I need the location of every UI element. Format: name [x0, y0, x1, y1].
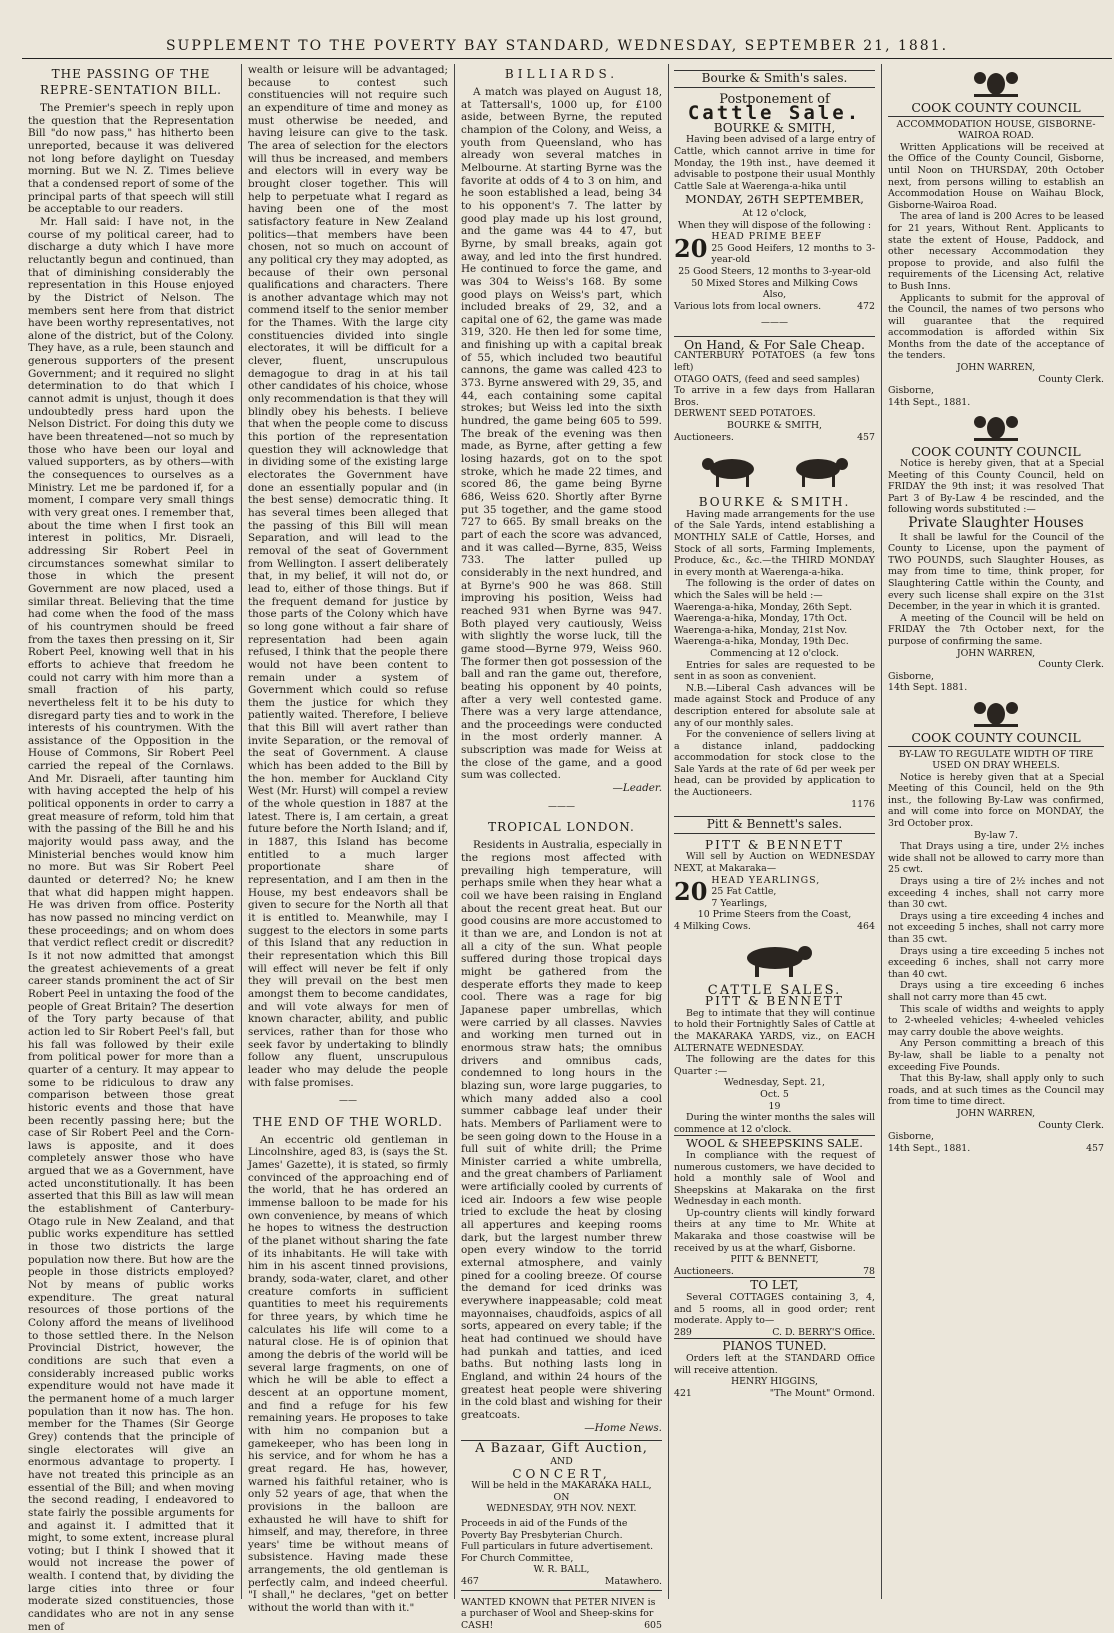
article-heading: TROPICAL LONDON.: [488, 820, 635, 835]
advertisement-bourke-smith-monthly: [674, 497, 875, 810]
advertisement-wool-sale: [674, 1135, 875, 1277]
notice-accommodation-house: [888, 102, 1104, 408]
article-paragraph: The Premier's speech in reply upon the question that the Representation Bill "do now pass," has hitherto been unreported, because it was delivered not long before daylight on Tuesday morning. But we N. Z. Times believe that a condensed report of some of the principal parts of that speech will still be acceptable to our readers.: [28, 102, 234, 216]
column-rule: [241, 64, 242, 1599]
coat-of-arms-icon: [966, 694, 1026, 728]
ad-line: ON: [553, 1491, 570, 1503]
ad-firm: BOURKE & SMITH,: [727, 420, 822, 432]
coat-of-arms-icon: [966, 408, 1026, 442]
ad-header: Pitt & Bennett's sales.: [674, 816, 875, 834]
cattle-illustration-icon: [690, 449, 860, 491]
ad-body: Orders left at the STANDARD Office will receive attention.: [674, 1353, 875, 1376]
sale-date: Waerenga-a-hika, Monday, 26th Sept.: [674, 601, 853, 613]
advertisement-pitt-bennett: [674, 816, 875, 932]
ad-place: Matawhero.: [604, 1575, 662, 1587]
ad-big-number: 20: [674, 233, 708, 263]
ad-line: Various lots from local owners.: [674, 300, 822, 312]
bylaw-item: Drays using a tire exceeding 6 inches shall not carry more than 45 cwt.: [888, 980, 1104, 1003]
ad-body: Entries for sales are requested to be sent in as soon as convenient.: [674, 659, 875, 683]
advertisement-cattle-sales: [674, 982, 875, 1136]
ad-place: "The Mount" Ormond.: [769, 1387, 875, 1399]
article-paragraph: An eccentric old gentleman in Lincolnshire, aged 83, is (says the St. James' Gazette), it is stated, so firmly convinced of the approaching end of the world, that he has ordered an immense balloon to be made for his own convenience, by means of which he hopes to witness the destruction of the planet without sharing the fate of its inhabitants. He will take with him in his ascent tinned provisions, brandy, soda-water, claret, and other creature comforts in sufficient quantities to meet his requirements for three years, by which time he calculates his life will come to a natural close. He is of opinion that among the debris of the world will be several large fragments, on one of which he will be able to effect a descent at an opportune moment, and find a refuge for his few remaining years. He proposes to take with him no companion but a gamekeeper, who has been long in his service, and for whom he has a great regard. He has, however, warned his faithful retainer, who is only 52 years of age, that when the provisions in the balloon are exhausted he will have to shift for himself, and may, therefore, in three years' time be without means of subsistence. Having made these arrangements, the old gentleman is perfectly calm, and indeed cheerful. "I shall," he declares, "get on better without the world than with it.": [248, 1133, 448, 1615]
ad-body: WANTED KNOWN that PETER NIVEN is a purchaser of Wool and Sheep-skins for CASH!: [461, 1596, 656, 1631]
notice-role: County Clerk.: [1038, 659, 1104, 671]
column-5: [888, 64, 1104, 1599]
article-heading: THE PASSING OF THE REPRE-SENTATION BILL.: [40, 67, 222, 97]
ad-signature: HENRY HIGGINS,: [731, 1376, 818, 1388]
ad-line: Will be held in the MAKARAKA HALL,: [471, 1480, 652, 1492]
advertisement-pianos: [674, 1338, 875, 1399]
notice-title: COOK COUNTY COUNCIL: [911, 100, 1081, 115]
notice-slaughter-houses: [888, 446, 1104, 693]
advertisement-bourke-smith-postponement: [674, 70, 875, 312]
ad-line: HEAD YEARLINGS,: [711, 874, 821, 886]
bylaw-item: Drays using a tire exceeding 5 inches not exceeding 6 inches, shall not carry more than 40 cwt.: [888, 945, 1104, 980]
ad-line: To arrive in a few days from Hallaran Bros.: [674, 385, 875, 408]
notice-place: Gisborne,: [888, 385, 934, 397]
ad-footer: [674, 1327, 875, 1339]
ad-footer: [674, 301, 875, 313]
ad-number: 457: [1086, 1142, 1104, 1154]
bull-illustration-icon: [725, 939, 825, 979]
notice-role: County Clerk.: [1038, 1119, 1104, 1131]
sale-date: Waerenga-a-hika, Monday, 17th Oct.: [674, 613, 848, 625]
separator: ——: [339, 1096, 357, 1107]
ad-line: 25 Fat Cattle,: [711, 886, 777, 898]
column-rule: [454, 64, 455, 1599]
ad-line: Auctioneers.: [674, 431, 734, 443]
notice-body: Applicants to submit for the approval of the Council, the names of two persons who will guarantee that the required accommodation is afforded within Six Months from the date of the acceptance of the tenders.: [888, 292, 1104, 362]
ad-header: Bourke & Smith's sales.: [674, 70, 875, 88]
column-rule: [881, 64, 882, 1599]
header-rule: [22, 58, 1112, 59]
ad-body: N.B.—Liberal Cash advances will be made against Stock and Produce of any description entered for absolute sale at any of our monthly sales.: [674, 682, 875, 729]
ad-line: 10 Prime Steers from the Coast,: [697, 909, 852, 921]
ad-lot: [674, 231, 875, 266]
ad-big-number: 20: [674, 877, 708, 907]
notice-signature: JOHN WARREN,: [956, 647, 1036, 659]
ad-body: Having been advised of a large entry of Cattle, which cannot arrive in time for Monday, the 19th inst., have deemed it advisable to postpone their usual Monthly Cattle Sale at Waerenga-a-hika until: [674, 134, 875, 192]
article-heading: THE END OF THE WORLD.: [253, 1114, 443, 1129]
sale-date: Oct. 5: [760, 1088, 789, 1100]
ad-number: 289: [674, 1326, 692, 1338]
ad-line: 7 Yearlings,: [711, 897, 768, 909]
ad-body: For the convenience of sellers living at a distance inland, paddocking accommodation for stock close to the Sale Yards at the rate of 6d per week per head, can be provided by application to the Auctioneers.: [674, 729, 875, 799]
separator: ———: [761, 318, 788, 329]
ad-firm: PITT & BENNETT,: [730, 1254, 819, 1266]
column-4: [674, 64, 875, 1599]
ad-firm: PITT & BENNETT: [705, 994, 844, 1009]
article-paragraph: Residents in Australia, especially in the regions most affected with prevailing high temperature, will perhaps smile when they hear what a coil we have been raising in England about the recent great heat. But our good cousins are more accustomed to it than we are, and London is not at all a city of the sun. What people suffered during those tropical days might be gathered from the desperate efforts they made to keep cool. There was a rage for big Japanese paper umbrellas, which were carried by all classes. Navvies and working men turned out in enormous straw hats; the omnibus drivers and omnibus cads, condemned to long hours in the blazing sun, wore large puggaries, to which many added also a cool summer cabbage leaf under their hats. Members of Parliament were to be seen going down to the House in a full suit of white drill; the Prime Minister carried a white umbrella, and the great chambers of Parliament were artificially cooled by currents of iced air. Indoors a few wise people tried to exclude the heat by closing all appertures and keeping rooms dark, but the largest number threw open every window to the torrid external atmosphere, and vainly pined for a cooling breeze. Of course the demand for iced drinks was everywhere inappeasable; cold meat mayonnaises, chaudfoids, aspics of all sorts, appeared on every table; if the heat had continued we should have had punkah and tatties, and iced baths. But nothing lasts long in England, and within 24 hours of the greatest heat people were shivering in the cold blast and wishing for their greatcoats.: [461, 839, 662, 1421]
advertisement-to-let: [674, 1277, 875, 1338]
sale-date: 19: [768, 1100, 781, 1112]
column-2: [248, 64, 448, 1615]
ad-title: Postponement of: [719, 91, 830, 107]
bylaw-item: Drays using a tire exceeding 4 inches and not exceeding 5 inches, shall not carry more than 35 cwt.: [888, 910, 1104, 945]
ad-number: 457: [857, 431, 875, 443]
ad-line: At 12 o'clock,: [742, 207, 807, 219]
notice-footer: [888, 1143, 1104, 1155]
sale-date: Wednesday, Sept. 21,: [723, 1077, 826, 1089]
bylaw-item: Drays using a tire of 2½ inches and not exceeding 4 inches, shall not carry more than 30 cwt.: [888, 876, 1104, 911]
notice-date: 14th Sept., 1881.: [888, 1142, 971, 1154]
ad-number: 464: [857, 921, 875, 932]
ad-header: On Hand, & For Sale Cheap.: [674, 336, 875, 351]
ad-number: 467: [461, 1575, 479, 1587]
ad-title: CONCERT,: [512, 1466, 611, 1481]
article-paragraph: A match was played on August 18, at Tattersall's, 1000 up, for £100 aside, between Byrne, the reputed champion of the Colony, and Weiss, a youth from Queensland, who has already won several matches in Melbourne. At starting Byrne was the favorite at odds of 4 to 3 on him, and he soon established a lead, being 34 to his opponent's 7. The latter by good play made up his lost ground, and the game was 44 to 47, but Byrne, by small breaks, again got away, and led into the first hundred. He continued to force the game, and was 304 to Weiss's 168. By some good plays on Weiss's part, which included breaks of 29, 32, and a capital one of 62, the game was made 319, 320. He then led for some time, and finishing up with a capital break of 55, which included two beautiful cannons, the game was called 423 to 373. Byrne answered with 29, 35, and 44, each containing some capital strokes; but Weiss led into the sixth hundred, the game being 605 to 599. The break of the evening was then made, as Byrne, after getting a few losing hazards, got on to the spot stroke, which he made 22 times, and scored 86, the game being Byrne 686, Weiss 620. Shortly after Byrne put 35 together, and the game stood 727 to 665. By small breaks on the part of each the score was advanced, and it was called—Byrne, 835, Weiss 733. The latter pulled up considerably in the next hundred, and at Byrne's 900 he was 868. Still improving his position, Weiss had reached 931 when Byrne was 947. Both played very cautiously, Weiss with slightly the worse luck, till the game stood—Byrne 979, Weiss 960. The former then got possession of the ball and ran the game out, therefore, beating his opponent by 40 points, after a very well contested game. There was a very large attendance, and the proceedings were conducted in the most orderly manner. A subscription was made for Weiss at the close of the game, and a good sum was collected.: [461, 86, 662, 782]
ad-title: PIANOS TUNED.: [674, 1338, 875, 1353]
ad-body: Having made arrangements for the use of the Sale Yards, intend establishing a MONTHLY SALE of Cattle, Horses, and Stock of all sorts, Farming Implements, Produce, &c., &c.—the THIRD MONDAY in every month at Waerenga-a-hika.: [674, 508, 875, 578]
separator: ———: [548, 801, 575, 812]
ad-footer: [674, 1266, 875, 1278]
ad-body: Proceeds in aid of the Funds of the Poverty Bay Presbyterian Church.: [461, 1517, 628, 1541]
ad-footer: [674, 1388, 875, 1400]
ad-line: Commencing at 12 o'clock.: [710, 647, 839, 659]
advertisement-wanted: [461, 1597, 662, 1632]
column-3: [461, 64, 662, 1631]
notice-body: This scale of widths and weights to apply to 2-wheeled vehicles; 4-wheeled vehicles may carry double the above weights.: [888, 1003, 1104, 1038]
ad-line: When they will dispose of the following :: [677, 219, 872, 231]
ad-body: The following are the dates for this Quarter :—: [674, 1054, 875, 1077]
ad-firm: BOURKE & SMITH,: [713, 120, 836, 135]
ad-number: 1176: [851, 798, 875, 810]
article-paragraph: Mr. Hall said: I have not, in the course of my political career, had to discharge a duty which I have more reluctantly begun and continued, than that of diminishing considerably the representation in this House enjoyed by the District of Nelson. The members sent here from that district have been worthy representatives, not alone of the district, but of the Colony. They have, as a rule, been staunch and generous supporters of the present Government; and it required no slight determination to do that which I cannot admit is unjust, though it does undoubtedly press hard upon the Nelson District. For doing this duty we have been threatened—not so much by those who have been our loyal and valued supporters, as by others—with the consequences to ourselves as a Ministry. Let me be pardoned if, for a moment, I compare very small things with very great ones. I remember that, about the time when I first took an interest in politics, Mr. Disraeli, addressing Sir Robert Peel in circumstances somewhat similar to those in which the present Government are now placed, used a similar threat. Believing that the time had come when the food of the mass of his countrymen should be freed from the taxes then pressing on it, Sir Robert Peel, knowing well that in his efforts to achieve that freedom he could not carry with him more than a small fraction of his party, nevertheless felt it to be his duty to disregard party ties and to work in the interests of his countrymen. With the assistance of the Opposition in the House of Commons, Sir Robert Peel carried the repeal of the Cornlaws. And Mr. Disraeli, after taunting him with having accepted the help of his political opponents in order to carry a great measure of reform, told him that with the passing of the Bill he and his majority would pass away, and the Ministerial benches would know him no more. But was Sir Robert Peel daunted or deterred? No; he knew that what did happen might happen. He was driven from office. Posterity has now passed no mincing verdict on these proceedings; and on whom does that verdict reflect credit or discredit? Is it not now admitted that amongst the greatest achievements of a great career stands prominent the act of Sir Robert Peel in untaxing the food of the people of Great Britain? The desertion of the Tory party because of that action led to Sir Robert Peel's fall, but his fall was followed by their exile from political power for more than a quarter of a century. It may appear to some to be ridiculous to draw any comparison between those great historic events and those that have been recently passing here; but the case of Sir Robert Peel and the Corn-laws is apposite, and it does completely answer those who have argued that we as a Government, have acted unconstitutionally. It has been asserted that this Bill as law will mean the establishment of Canterbury-Otago rule in New Zealand, and that public works expenditure has settled in those two districts the large population now there. But how are the people in those districts employed? Not by means of public works expenditure. The great natural resources of those portions of the Colony afford the means of livelihood to those settled there. In the Nelson Provincial District, however, the conditions are such that even a considerably increased public works expenditure would not have made it the permanent home of a much larger population than it now has. The hon. member for the Thames (Sir George Grey) contends that the principle of single electorates will give an enormous advantage to property. I have not treated this principle as an essential of the Bill; and when moving the second reading, I endeavored to state fairly the possible arguments for and against it. I admitted that it might, to some extent, increase plural voting; but I think I showed that it would not increase the power of wealth. I contend that, by dividing the large cities into three or four moderate sized constituencies, those candidates who are not in any sense men of: [28, 215, 234, 1633]
notice-body: Any Person committing a breach of this By-law, shall be liable to a penalty not exceeding Five Pounds.: [888, 1038, 1104, 1073]
ad-firm: BOURKE & SMITH.: [698, 495, 851, 510]
ad-body: The following is the order of dates on which the Sales will be held :—: [674, 578, 875, 601]
ad-firm: PITT & BENNETT: [705, 837, 844, 852]
ad-signature: W. R. BALL,: [533, 1564, 590, 1576]
masthead: [0, 0, 1114, 58]
ad-number: 421: [674, 1387, 692, 1399]
byline: —Home News.: [584, 1421, 662, 1434]
ad-date: MONDAY, 26TH SEPTEMBER,: [685, 192, 864, 207]
notice-heading: By-law 7.: [974, 829, 1018, 841]
bylaw-item: That Drays using a tire, under 2½ inches wide shall not be allowed to carry more than 25 cwt.: [888, 841, 1104, 876]
notice-heading: Private Slaughter Houses: [908, 515, 1084, 531]
ad-line: 4 Milking Cows.: [674, 921, 751, 932]
ad-line: 25 Good Heifers, 12 months to 3-year-old: [711, 242, 875, 266]
notice-title: COOK COUNTY COUNCIL: [911, 444, 1081, 460]
advertisement-bazaar: [461, 1440, 662, 1590]
ad-footer: [674, 432, 875, 444]
ad-line: CANTERBURY POTATOES (a few tons left): [674, 350, 875, 374]
ad-title: A Bazaar, Gift Auction,: [475, 1441, 648, 1457]
ad-body: Several COTTAGES containing 3, 4, and 5 rooms, all in good order; rent moderate. Apply to—: [674, 1292, 875, 1327]
column-rule: [668, 64, 669, 1599]
article-paragraph: wealth or leisure will be advantaged; because to contest such constituencies will not require such an expenditure of time and money as must otherwise be needed, and having leisure can give to the task. The area of selection for the electors will thus be increased, and members and electors will in every way be brought closer together. This will help to perpetuate what I regard as having been one of the most satisfactory feature in New Zealand politics—that members have been chosen, not so much on account of any political cry they may adopted, as because of their own personal qualifications and characters. There is another advantage which may not commend itself to the senior member for the Thames. With the large city constituencies divided into single electorates, it will be difficult for a clever, fluent, unscrupulous demagogue to drag in at his tail other candidates of his choice, whose only recommendation is that they will blindly obey his behests. I believe that when the people come to discuss this portion of the representation question they will acknowledge that in dividing some of the existing large electorates the Government have done an essentially popular and (in the best sense) democratic thing. It has several times been alleged that the passing of this Bill will mean Separation, and will lead to the removal of the seat of Government from Wellington. I assert deliberately that, in my belief, it will not do, or lead to, either of those things. But if the frequent demand for justice by those parts of the Colony which have so long gone without a fair share of representation had been again refused, I think that the people there would not have been content to remain under a system of Government which could so refuse them the justice for which they patiently waited. Therefore, I believe that this Bill will avert rather than invite Separation, or the removal of the seat of Government. A clause which has been added to the Bill by the hon. member for Auckland City West (Mr. Hurst) will compel a review of the whole question in 1887 at the latest. There is, I am certain, a great future before the North Island; and if, in 1887, this Island has become entitled to a much larger proportionate share of representation, and I am then in the House, my best endeavors shall be given to secure for the North all that it is entitled to. Meanwhile, may I suggest to the electors in some parts of this Island that any reduction in their representation which this Bill will effect will never be felt if only they will prevail on the best men amongst them to become candidates, and will vote always for men of known character, ability, and public services, rather than for those who seek favor by undertaking to blindly follow any fluent, unscrupulous leader who may delude the people with false promises.: [248, 64, 448, 1089]
ad-line: 25 Good Steers, 12 months to 3-year-old: [678, 265, 871, 277]
ad-body: Up-country clients will kindly forward theirs at any time to Mr. White at Makaraka and those coastwise will be received by us at the wharf, Gisborne.: [674, 1207, 875, 1254]
ad-title: Cattle Sale.: [687, 102, 862, 125]
notice-role: County Clerk.: [1038, 373, 1104, 385]
article-heading: BILLIARDS.: [504, 67, 619, 81]
ad-line: HEAD PRIME BEEF: [711, 231, 823, 243]
column-1: [28, 64, 234, 1633]
notice-body: That this By-law, shall apply only to such roads, and at such times as the Council may from time to time direct.: [888, 1073, 1104, 1108]
sale-date: Waerenga-a-hika, Monday, 19th Dec.: [674, 636, 849, 648]
ad-lot: [674, 875, 875, 910]
notice-body: Notice is hereby given, that at a Special Meeting of this County Council, held on FRIDAY the 9th inst; it was resolved That Part 3 of By-Law 4 be rescinded, and the following words substituted :—: [888, 458, 1104, 516]
notice-body: A meeting of the Council will be held on FRIDAY the 7th October next, for the purpose of confirming the same.: [888, 612, 1104, 647]
ad-title: WOOL & SHEEPSKINS SALE.: [674, 1135, 875, 1150]
ad-number: 472: [857, 300, 875, 312]
notice-date: 14th Sept., 1881.: [888, 396, 971, 408]
notice-date: 14th Sept. 1881.: [888, 682, 968, 694]
notice-dray-wheels: [888, 729, 1104, 1154]
ad-body: Will sell by Auction on WEDNESDAY NEXT, at Makaraka—: [674, 851, 875, 875]
coat-of-arms-icon: [966, 64, 1026, 98]
newspaper-title: SUPPLEMENT TO THE POVERTY BAY STANDARD, WEDNESDAY, SEPTEMBER 21, 1881.: [165, 38, 949, 54]
ad-line: 50 Mixed Stores and Milking Cows: [691, 277, 858, 289]
ad-footer: [674, 921, 875, 933]
ad-body: In compliance with the request of numerous customers, we have decided to hold a monthly sale of Wool and Sheepskins at Makaraka on the first Wednesday in each month.: [674, 1149, 875, 1208]
notice-title: COOK COUNTY COUNCIL: [911, 729, 1081, 745]
ad-line: OTAGO OATS, (feed and seed samples): [674, 373, 860, 385]
notice-body: Notice is hereby given that at a Special Meeting of this Council, held on the 9th inst., the following By-Law was confirmed, and will come into force on MONDAY, the 3rd October prox.: [888, 771, 1104, 830]
ad-title: TO LET,: [674, 1277, 875, 1292]
ad-number: 605: [644, 1619, 662, 1631]
ad-line: DERWENT SEED POTATOES.: [674, 408, 816, 420]
notice-subtitle: BY-LAW TO REGULATE WIDTH OF TIRE USED ON DRAY WHEELS.: [888, 746, 1104, 772]
ad-line: C. D. BERRY'S Office.: [772, 1326, 875, 1338]
notice-place: Gisborne,: [888, 1131, 934, 1143]
notice-place: Gisborne,: [888, 670, 934, 682]
notice-body: It shall be lawful for the Council of the County to License, upon the payment of TWO POUNDS, such Slaughter Houses, as may from time to time, think proper, for Slaughtering Cattle within the County, and every such license shall expire on the 31st December, in the year in which it is granted.: [888, 531, 1104, 613]
ad-line: Auctioneers.: [674, 1265, 734, 1277]
notice-body: Written Applications will be received at the Office of the County Council, Gisborne, until Noon on THURSDAY, 20th October next, from persons willing to establish an Accommodation House on Waihau Block, Gisborne-Wairoa Road.: [888, 141, 1104, 211]
ad-footer: [461, 1576, 662, 1588]
ad-line: Also,: [762, 289, 787, 301]
notice-signature: JOHN WARREN,: [956, 362, 1036, 374]
byline: —Leader.: [612, 782, 662, 795]
ad-body: Full particulars in future advertisement. For Church Committee,: [461, 1541, 654, 1564]
ad-body: During the winter months the sales will commence at 12 o'clock.: [674, 1112, 875, 1135]
notice-subtitle: ACCOMMODATION HOUSE, GISBORNE-WAIROA ROAD.: [888, 116, 1104, 142]
ad-title: CATTLE SALES.: [707, 982, 842, 998]
sale-date: Waerenga-a-hika, Monday, 21st Nov.: [674, 624, 848, 636]
ad-number: 78: [863, 1265, 875, 1277]
ad-line: WEDNESDAY, 9TH NOV. NEXT.: [486, 1503, 637, 1515]
notice-body: The area of land is 200 Acres to be leased for 21 years, Without Rent. Applicants to state the extent of House, Paddock, and other necessary Accommodation they propose to provide, and also fulfil the requirements of the Licensing Act, relative to Bush Inns.: [888, 211, 1104, 292]
ad-body: Beg to intimate that they will continue to hold their Fortnightly Sales of Cattle at the MAKARAKA YARDS, viz., on EACH ALTERNATE WEDNESDAY.: [674, 1007, 875, 1054]
notice-signature: JOHN WARREN,: [956, 1107, 1036, 1119]
ad-line: AND: [550, 1455, 573, 1467]
advertisement-on-hand: [674, 336, 875, 443]
